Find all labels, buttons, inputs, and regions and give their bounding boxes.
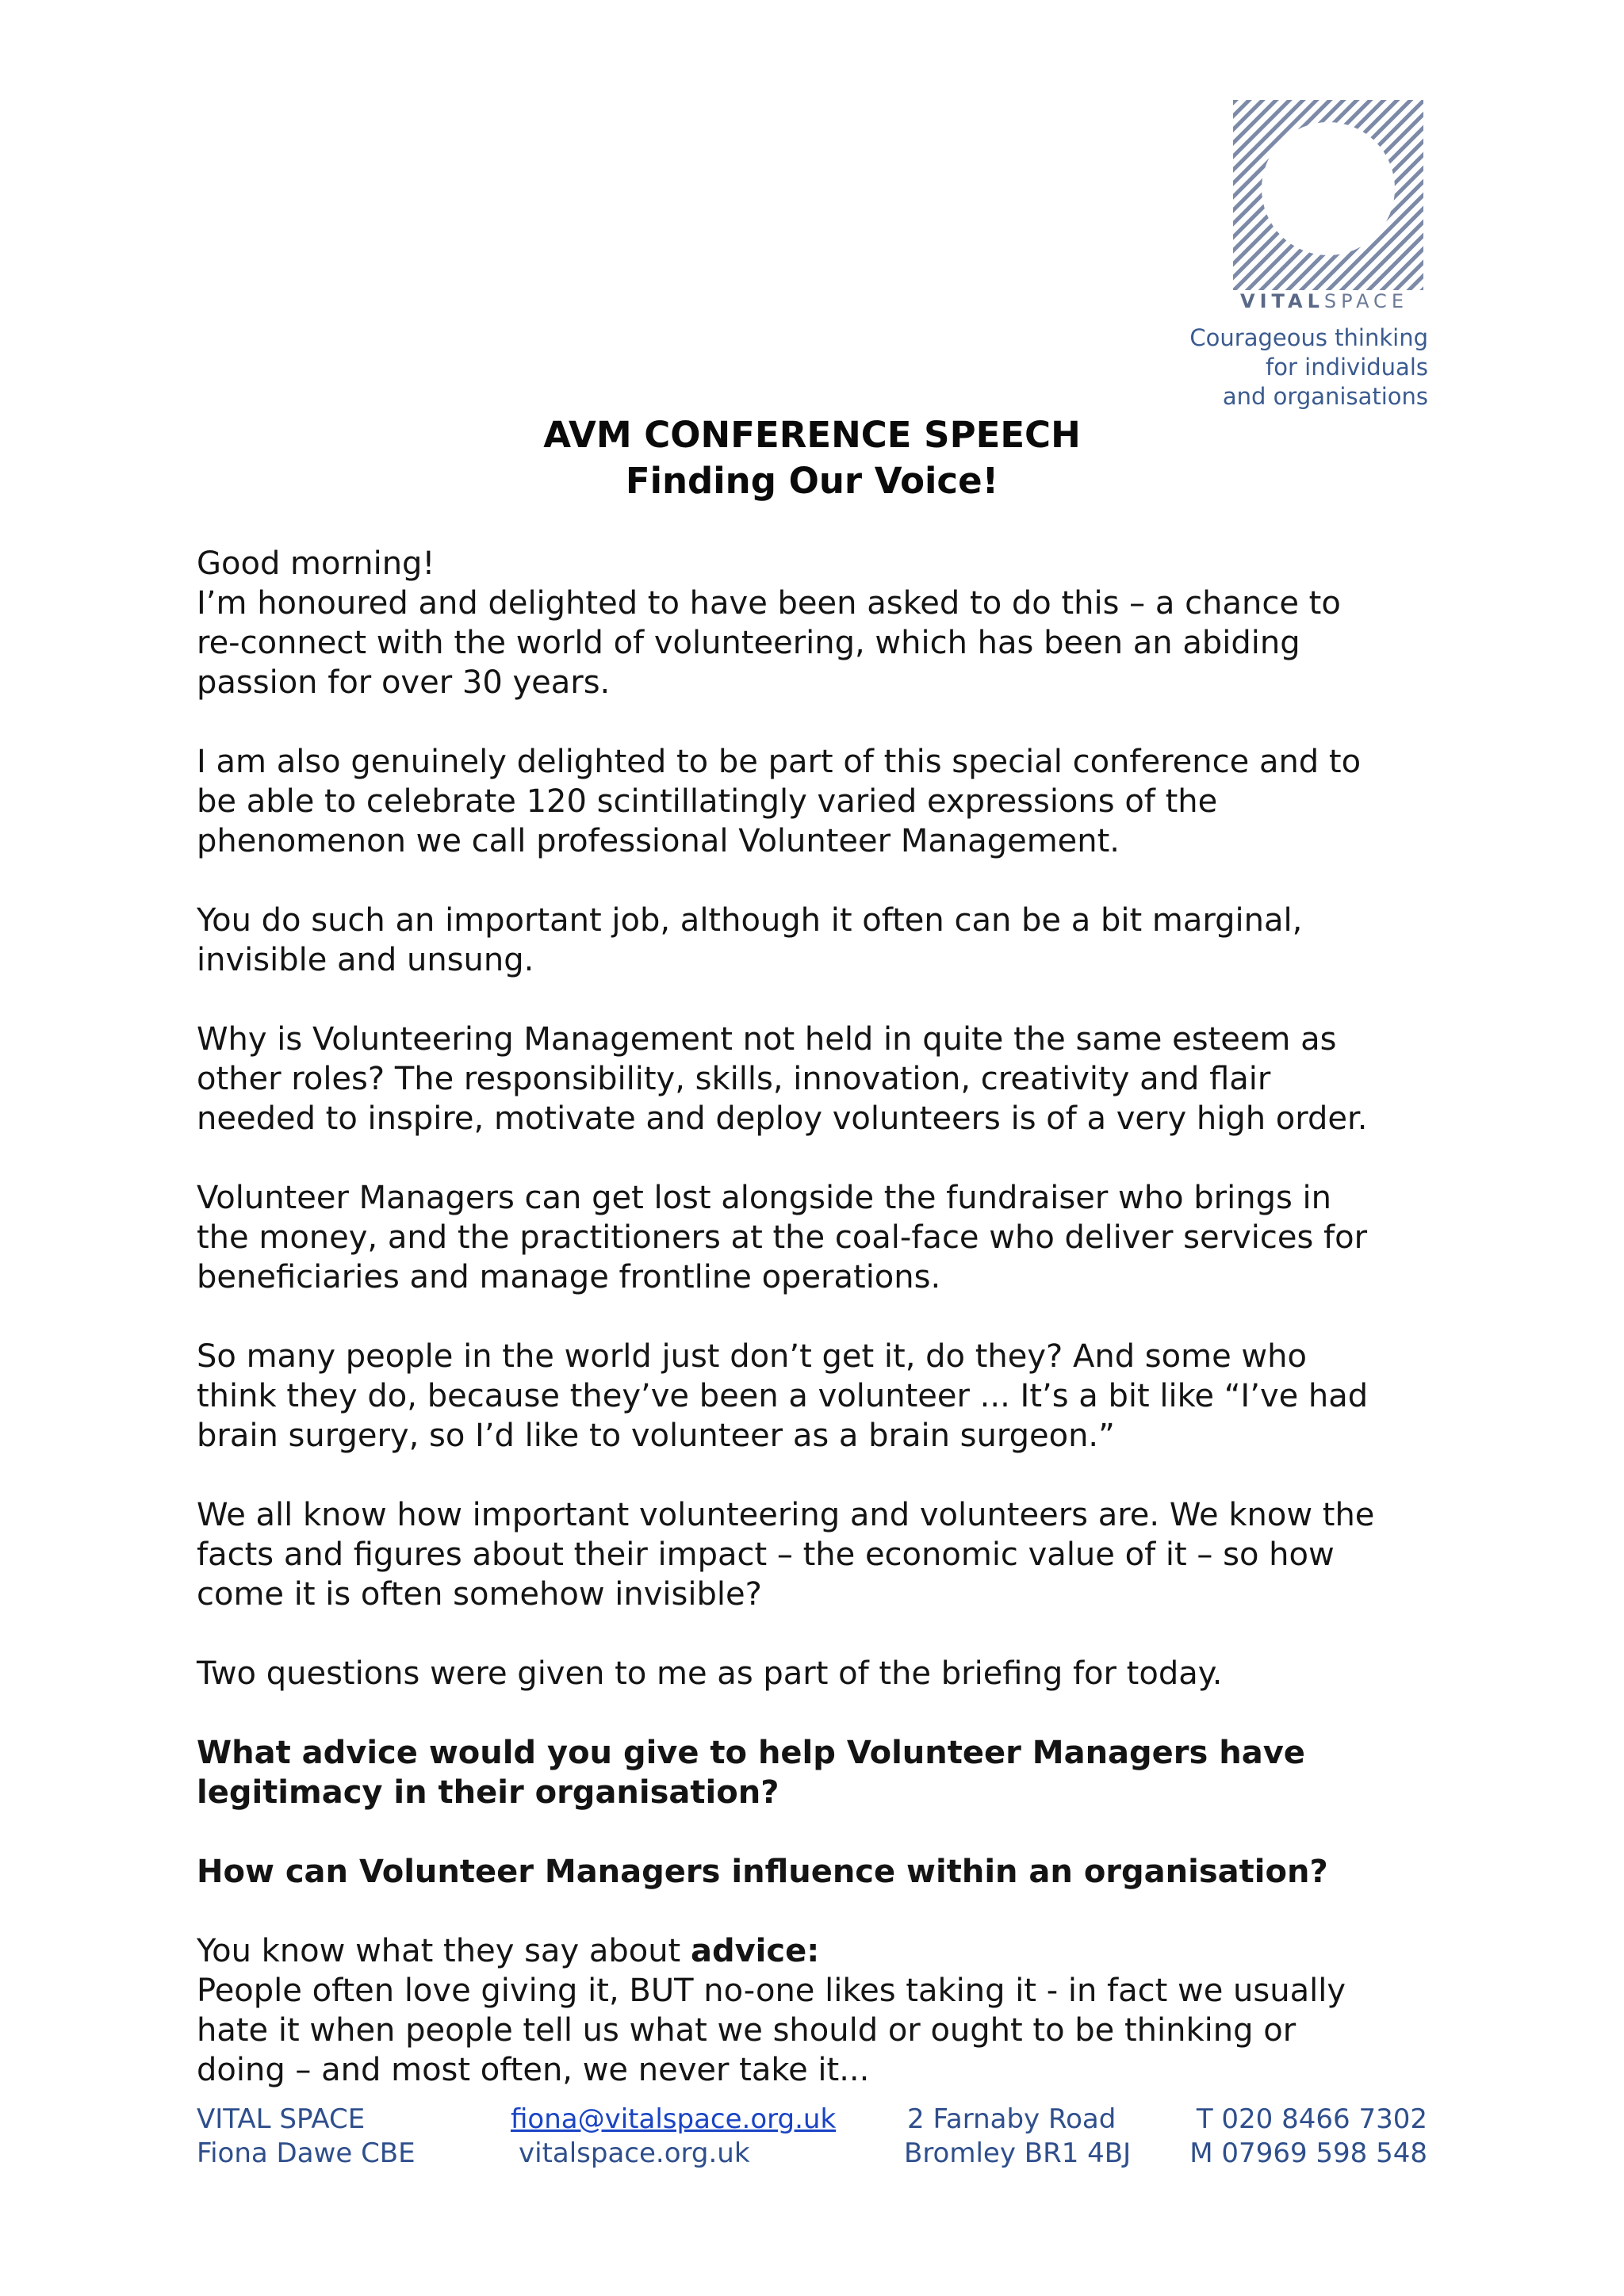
text-line: legitimacy in their organisation?: [197, 1774, 779, 1811]
paragraph-greeting: [197, 544, 1434, 702]
speech-body: [197, 544, 1434, 2090]
text-line: You do such an important job, although it often can be a bit marginal,: [197, 902, 1303, 939]
paragraph-important-job: [197, 901, 1434, 980]
text-line: brain surgery, so I’d like to volunteer as a brain surgeon.”: [197, 1418, 1115, 1454]
paragraph-lost: [197, 1178, 1434, 1297]
footer-person-name: Fiona Dawe CBE: [197, 2137, 416, 2169]
text-line: I’m honoured and delighted to have been asked to do this – a chance to: [197, 585, 1341, 622]
paragraph-two-questions: [197, 1654, 1434, 1693]
text-line: doing – and most often, we never take it...: [197, 2052, 870, 2088]
text-line: passion for over 30 years.: [197, 664, 611, 701]
footer-address-line-1: 2 Farnaby Road: [907, 2103, 1116, 2135]
text-line: Two questions were given to me as part of the briefing for today.: [197, 1655, 1223, 1692]
text-line: other roles? The responsibility, skills, innovation, creativity and flair: [197, 1061, 1271, 1097]
footer-row-2: [197, 2137, 1427, 2171]
text-line: How can Volunteer Managers influence within an organisation?: [197, 1854, 1328, 1890]
paragraph-invisible: [197, 1495, 1434, 1614]
text-line: People often love giving it, BUT no-one likes taking it - in fact we usually: [197, 1973, 1346, 2009]
logo-circle-icon: [1233, 100, 1423, 290]
document-title: [0, 412, 1624, 504]
text-line: invisible and unsung.: [197, 942, 534, 978]
paragraph-advice: [197, 1931, 1434, 2090]
page-footer: [197, 2103, 1427, 2171]
paragraph-esteem: [197, 1020, 1434, 1138]
title-line-1: AVM CONFERENCE SPEECH: [543, 414, 1081, 456]
paragraph-brain-surgery: [197, 1337, 1434, 1456]
text-line: We all know how important volunteering and volunteers are. We know the: [197, 1497, 1375, 1533]
text-line: I am also genuinely delighted to be part of this special conference and to: [197, 744, 1362, 780]
text-line: Why is Volunteering Management not held in quite the same esteem as: [197, 1021, 1337, 1058]
question-2: [197, 1852, 1434, 1892]
text-line: the money, and the practitioners at the coal-face who deliver services for: [197, 1219, 1368, 1256]
footer-row-1: [197, 2103, 1427, 2137]
footer-website: vitalspace.org.uk: [519, 2137, 750, 2169]
text-line: facts and figures about their impact – the economic value of it – so how: [197, 1536, 1335, 1573]
advice-bold: advice:: [690, 1933, 820, 1969]
advice-intro: You know what they say about: [197, 1933, 691, 1969]
logo-wordmark: VITALSPACE: [1240, 290, 1408, 312]
text-line: Good morning!: [197, 545, 435, 582]
footer-org-name: VITAL SPACE: [197, 2103, 366, 2135]
text-line: be able to celebrate 120 scintillatingly varied expressions of the: [197, 783, 1218, 820]
vital-space-logo: [1233, 100, 1423, 290]
text-line: [197, 1931, 1434, 1971]
text-line: hate it when people tell us what we should or ought to be thinking or: [197, 2012, 1297, 2049]
footer-address-line-2: Bromley BR1 4BJ: [904, 2137, 1132, 2169]
text-line: come it is often somehow invisible?: [197, 1576, 762, 1613]
text-line: re-connect with the world of volunteering, which has been an abiding: [197, 625, 1300, 661]
text-line: beneficiaries and manage frontline operations.: [197, 1259, 941, 1295]
text-line: So many people in the world just don’t get it, do they? And some who: [197, 1338, 1307, 1375]
text-line: needed to inspire, motivate and deploy volunteers is of a very high order.: [197, 1100, 1368, 1137]
tagline-line: for individuals: [1266, 354, 1428, 381]
footer-mobile: M 07969 598 548: [1189, 2137, 1427, 2169]
footer-email-link[interactable]: fiona@vitalspace.org.uk: [511, 2103, 837, 2135]
text-line: What advice would you give to help Volunteer Managers have: [197, 1735, 1305, 1771]
tagline-line: and organisations: [1222, 383, 1428, 410]
question-1: [197, 1733, 1434, 1812]
title-line-2: Finding Our Voice!: [625, 460, 999, 502]
paragraph-conference: [197, 742, 1434, 861]
text-line: think they do, because they’ve been a volunteer ... It’s a bit like “I’ve had: [197, 1378, 1369, 1414]
footer-telephone: T 020 8466 7302: [1196, 2103, 1427, 2135]
text-line: phenomenon we call professional Volunteer Management.: [197, 823, 1120, 859]
logo-tagline: [1189, 323, 1428, 411]
tagline-line: Courageous thinking: [1189, 324, 1428, 351]
text-line: Volunteer Managers can get lost alongside the fundraiser who brings in: [197, 1180, 1331, 1216]
